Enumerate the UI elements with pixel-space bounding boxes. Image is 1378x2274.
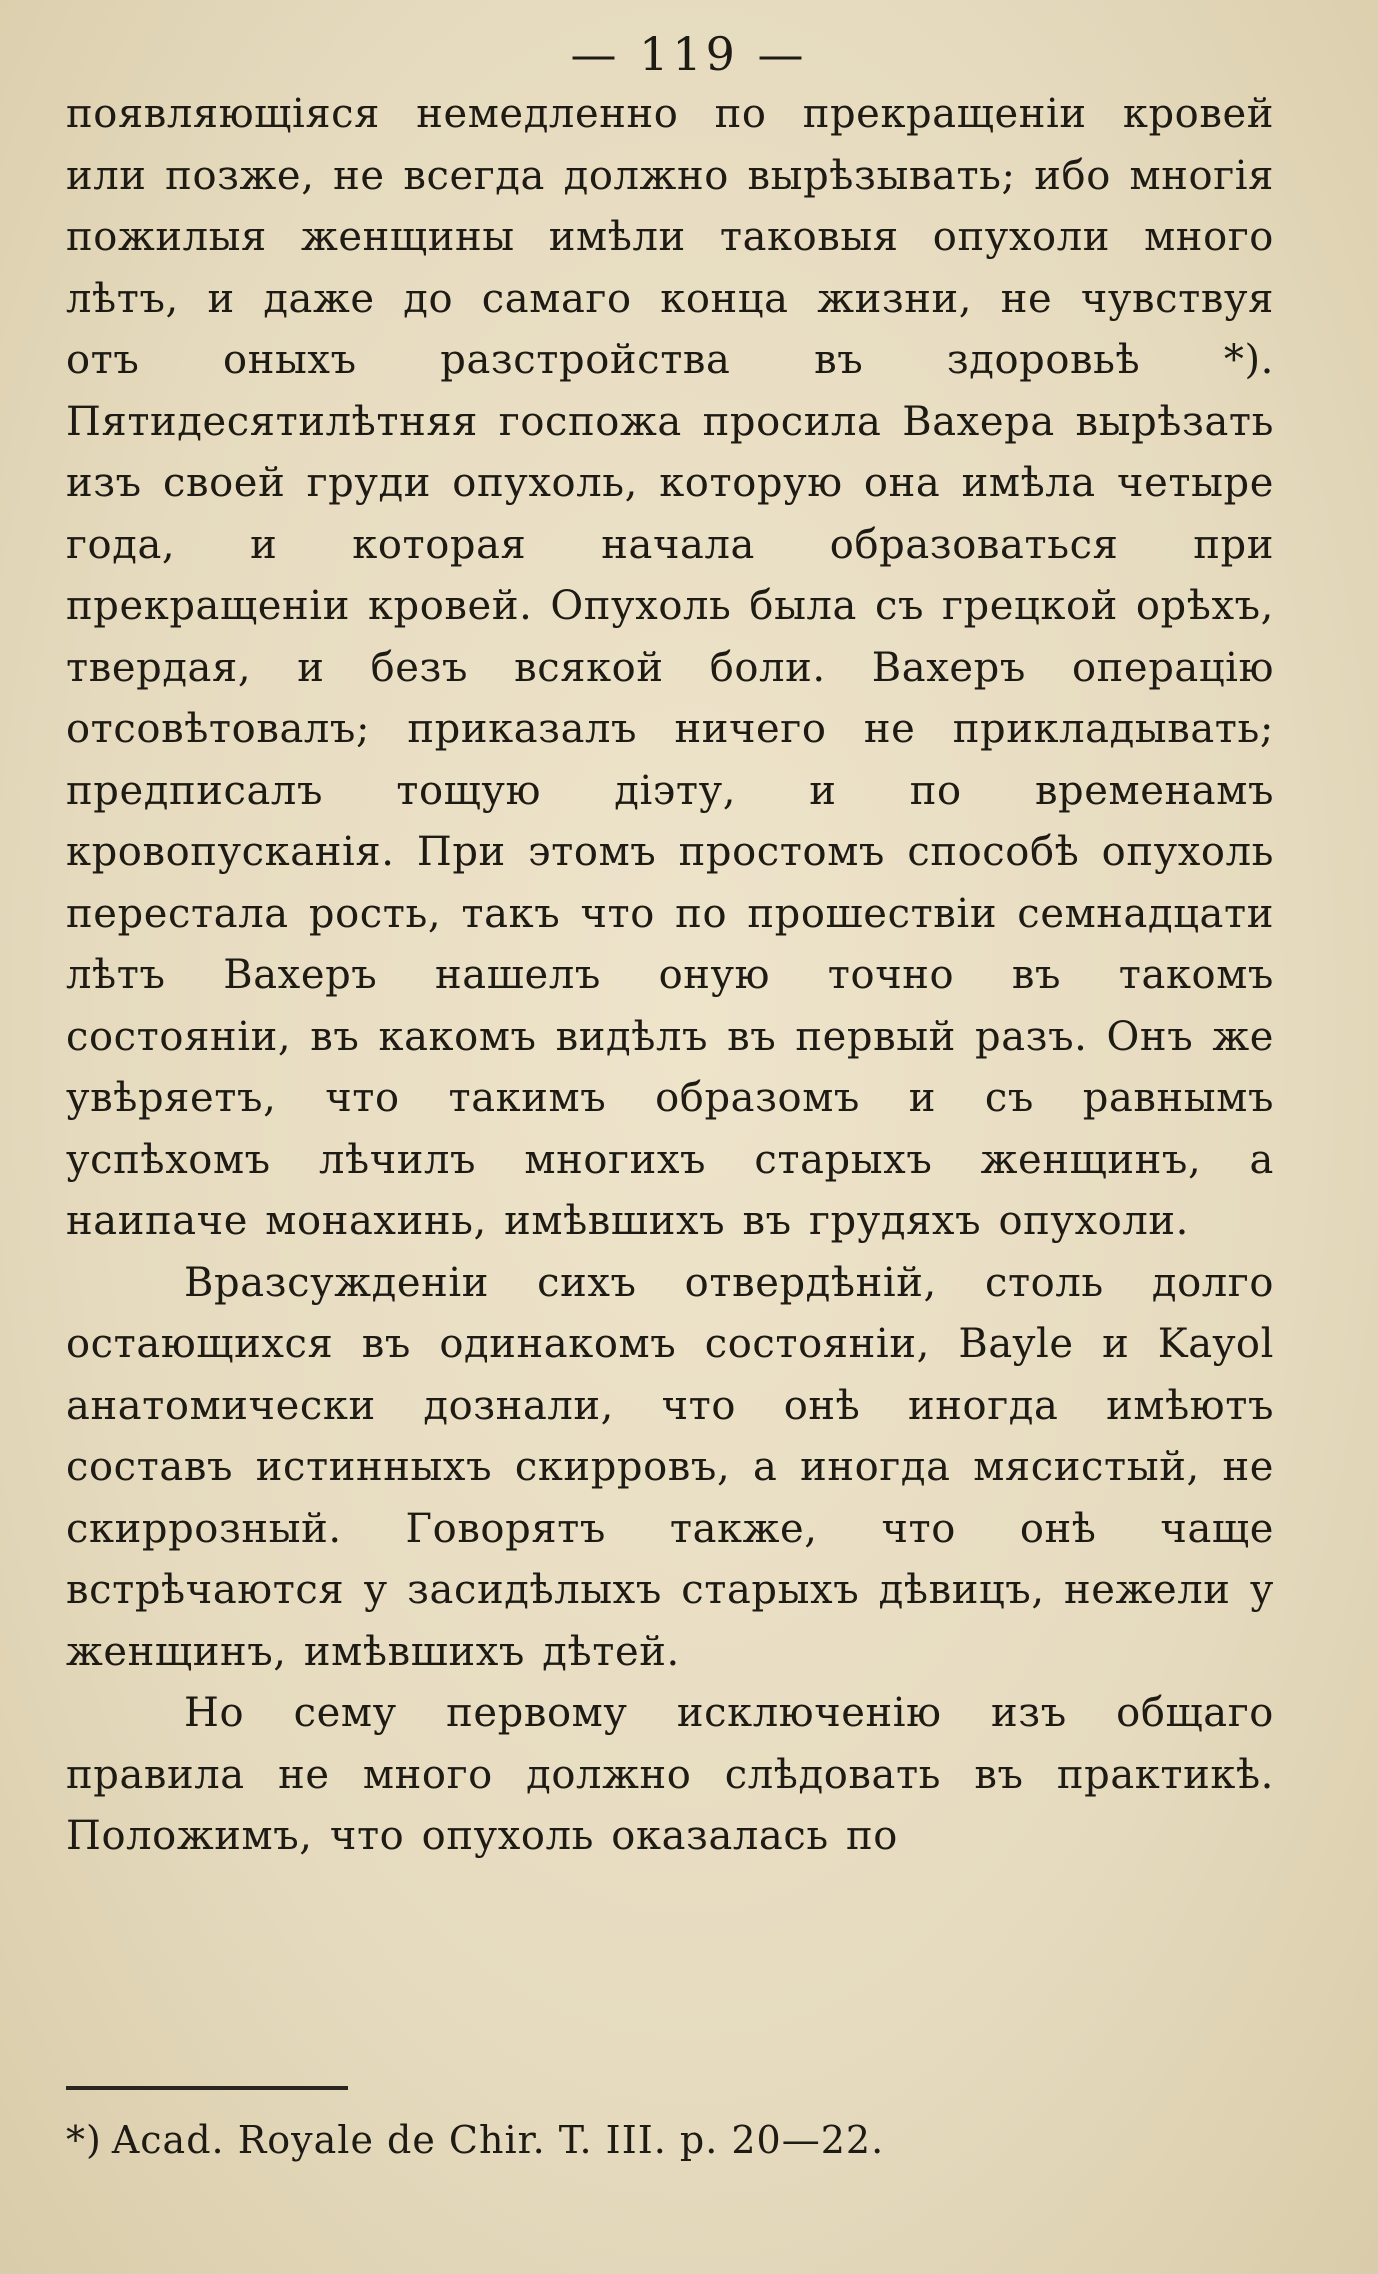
footnote [66,2112,1274,2168]
footnote-text: Acad. Royale de Chir. T. III. p. 20—22. [111,2118,885,2162]
footnote-divider [66,2086,348,2090]
footnote-mark: *) [66,2118,102,2162]
paragraph-exception: Но сему первому исключенію изъ общаго правила не много должно слѣдовать въ практикѣ. Положимъ, что опухоль оказалась по [66,1690,1274,1859]
body-text [66,84,1274,1868]
page-number-header: — 119 — [570,27,808,81]
paragraph-indurations: Вразсужденіи сихъ отвердѣній, столь долго остающихся въ одинакомъ состояніи, Bayle и Kayol анатомически дознали, что онѣ иногда имѣютъ составъ истинныхъ скирровъ, а иногда мясистый, не скиррозный. Говорятъ также, что онѣ чаще встрѣчаются у засидѣлыхъ старыхъ дѣвицъ, нежели у женщинъ, имѣвшихъ дѣтей. [66,1259,1274,1675]
paragraph-continuation: появляющіяся немедленно по прекращеніи кровей или позже, не всегда должно вырѣзывать; ибо многія пожилыя женщины имѣли таковыя опухоли много лѣтъ, и даже до самаго конца жизни, не чувствуя отъ оныхъ разстройства въ здоровьѣ *). Пятидесятилѣтняя госпожа просила Вахера вырѣзать изъ своей груди опухоль, которую она имѣла четыре года, и которая начала образоваться при прекращеніи кровей. Опухоль была съ грецкой орѣхъ, твердая, и безъ всякой боли. Вахеръ операцію отсовѣтовалъ; приказалъ ничего не прикладывать; предписалъ тощую діэту, и по временамъ кровопусканія. При этомъ простомъ способѣ опухоль перестала рость, такъ что по прошествіи семнадцати лѣтъ Вахеръ нашелъ оную точно въ такомъ состояніи, въ какомъ видѣлъ въ первый разъ. Онъ же увѣряетъ, что такимъ образомъ и съ равнымъ успѣхомъ лѣчилъ многихъ старыхъ женщинъ, а наипаче монахинь, имѣвшихъ въ грудяхъ опухоли. [66,91,1274,1244]
